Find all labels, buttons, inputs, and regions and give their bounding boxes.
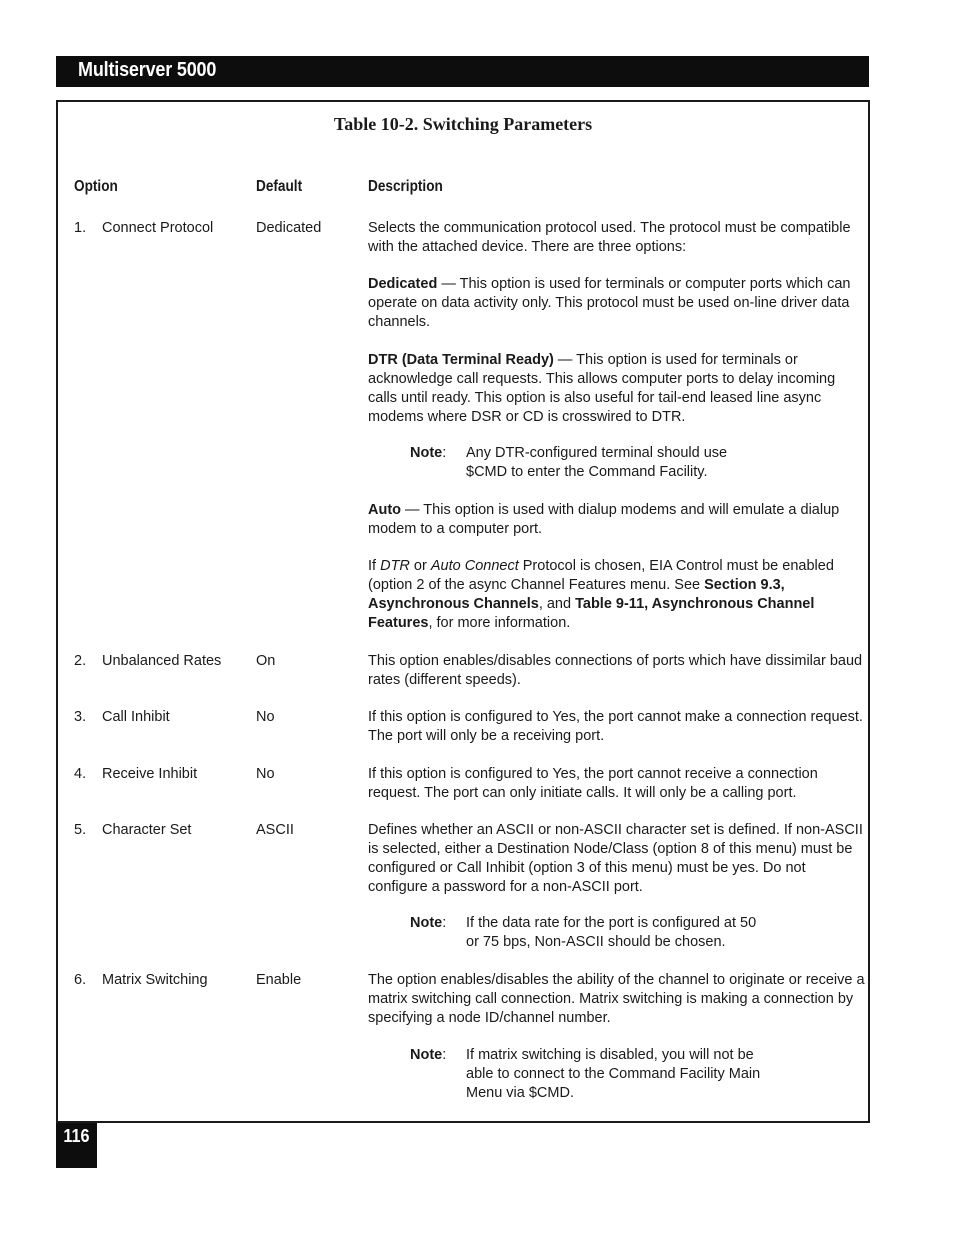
note-text: If the data rate for the port is configured at 50 or 75 bps, Non-ASCII should be chosen. [466,915,757,950]
table-title: Table 10-2. Switching Parameters [333,114,593,134]
option-name: Unbalanced Rates [102,653,222,669]
dedicated-description: — This option is used for terminals or computer ports which can operate on data activity only. This protocol must be used on-line driver data channels. [368,276,851,330]
row-number: 6. [74,972,87,988]
note-text: Any DTR-configured terminal should use $CMD to enter the Command Facility. [466,445,728,480]
column-header-option: Option [74,178,118,195]
eia-control-text: If DTR or Auto Connect Protocol is chosen, EIA Control must be enabled (option 2 of the async Channel Features menu. See Section 9.3, Asynchronous Channels, and Table 9-11, Asynchronous Channel Features, for more information. [368,558,834,631]
table-reference: Table 9-11, Asynchronous Channel Features [368,596,815,631]
default-value: On [256,653,276,669]
auto-connect-italic: Auto Connect [430,558,519,574]
row-number: 4. [74,766,87,782]
dedicated-option-text [368,275,868,332]
table-frame [56,100,870,1123]
row-number: 1. [74,220,87,236]
header-bar [56,56,869,87]
dtr-italic: DTR [380,558,410,574]
dtr-term: DTR (Data Terminal Ready) [368,352,554,368]
description-text: Defines whether an ASCII or non-ASCII character set is defined. If non-ASCII is selected, either a Destination Node/Class (option 8 of this menu) must be configured or Call Inhibit (option 3 of this menu) must be yes. Do not configure a password for a non-ASCII port. [368,822,863,895]
description-text: If this option is configured to Yes, the port cannot make a connection request. The port will only be a receiving port. [368,709,863,744]
row-number: 5. [74,822,87,838]
dtr-description: — This option is used for terminals or acknowledge call requests. This allows computer ports to delay incoming calls until ready. This option is also useful for tail-end leased line async modems where DSR or CD is crosswired to DTR. [368,352,836,425]
option-name: Matrix Switching [102,972,208,988]
note-text: If matrix switching is disabled, you will not be able to connect to the Command Facility Main Menu via $CMD. [466,1047,761,1101]
option-name: Receive Inhibit [102,766,198,782]
column-header-description: Description [368,178,443,195]
dtr-option-text [368,351,868,427]
auto-term: Auto [368,502,402,518]
page-number-box [56,1123,97,1168]
row-number: 2. [74,653,87,669]
default-value: Enable [256,972,302,988]
description-text: This option enables/disables connections of ports which have dissimilar baud rates (different speeds). [368,653,863,688]
auto-option-text [368,501,868,539]
default-value: No [256,766,275,782]
description-text: The option enables/disables the ability of the channel to originate or receive a matrix switching call connection. Matrix switching is making a connection by specifying a node ID/channel number. [368,972,865,1026]
description-text: If this option is configured to Yes, the port cannot receive a connection request. The port can only initiate calls. It will only be a calling port. [368,766,818,801]
note-label: Note: [410,915,447,931]
default-value: Dedicated [256,220,322,236]
default-value: ASCII [256,822,294,838]
option-name: Character Set [102,822,192,838]
description-text [368,219,868,257]
footer-rule [56,1122,870,1123]
row-number: 3. [74,709,87,725]
default-value: No [256,709,275,725]
column-header-default: Default [256,178,303,195]
section-reference: Section 9.3, Asynchronous Channels [368,577,785,612]
option-name: Connect Protocol [102,220,214,236]
dedicated-term: Dedicated [368,276,438,292]
note-label: Note: [410,1047,447,1063]
document-title: Multiserver 5000 [78,59,217,81]
description-intro: Selects the communication protocol used. The protocol must be compatible with the attached device. There are three options: [368,220,851,255]
page-number: 116 [63,1126,90,1146]
note-label: Note: [410,445,447,461]
option-name: Call Inhibit [102,709,170,725]
auto-description: — This option is used with dialup modems and will emulate a dialup modem to a computer port. [368,502,840,537]
